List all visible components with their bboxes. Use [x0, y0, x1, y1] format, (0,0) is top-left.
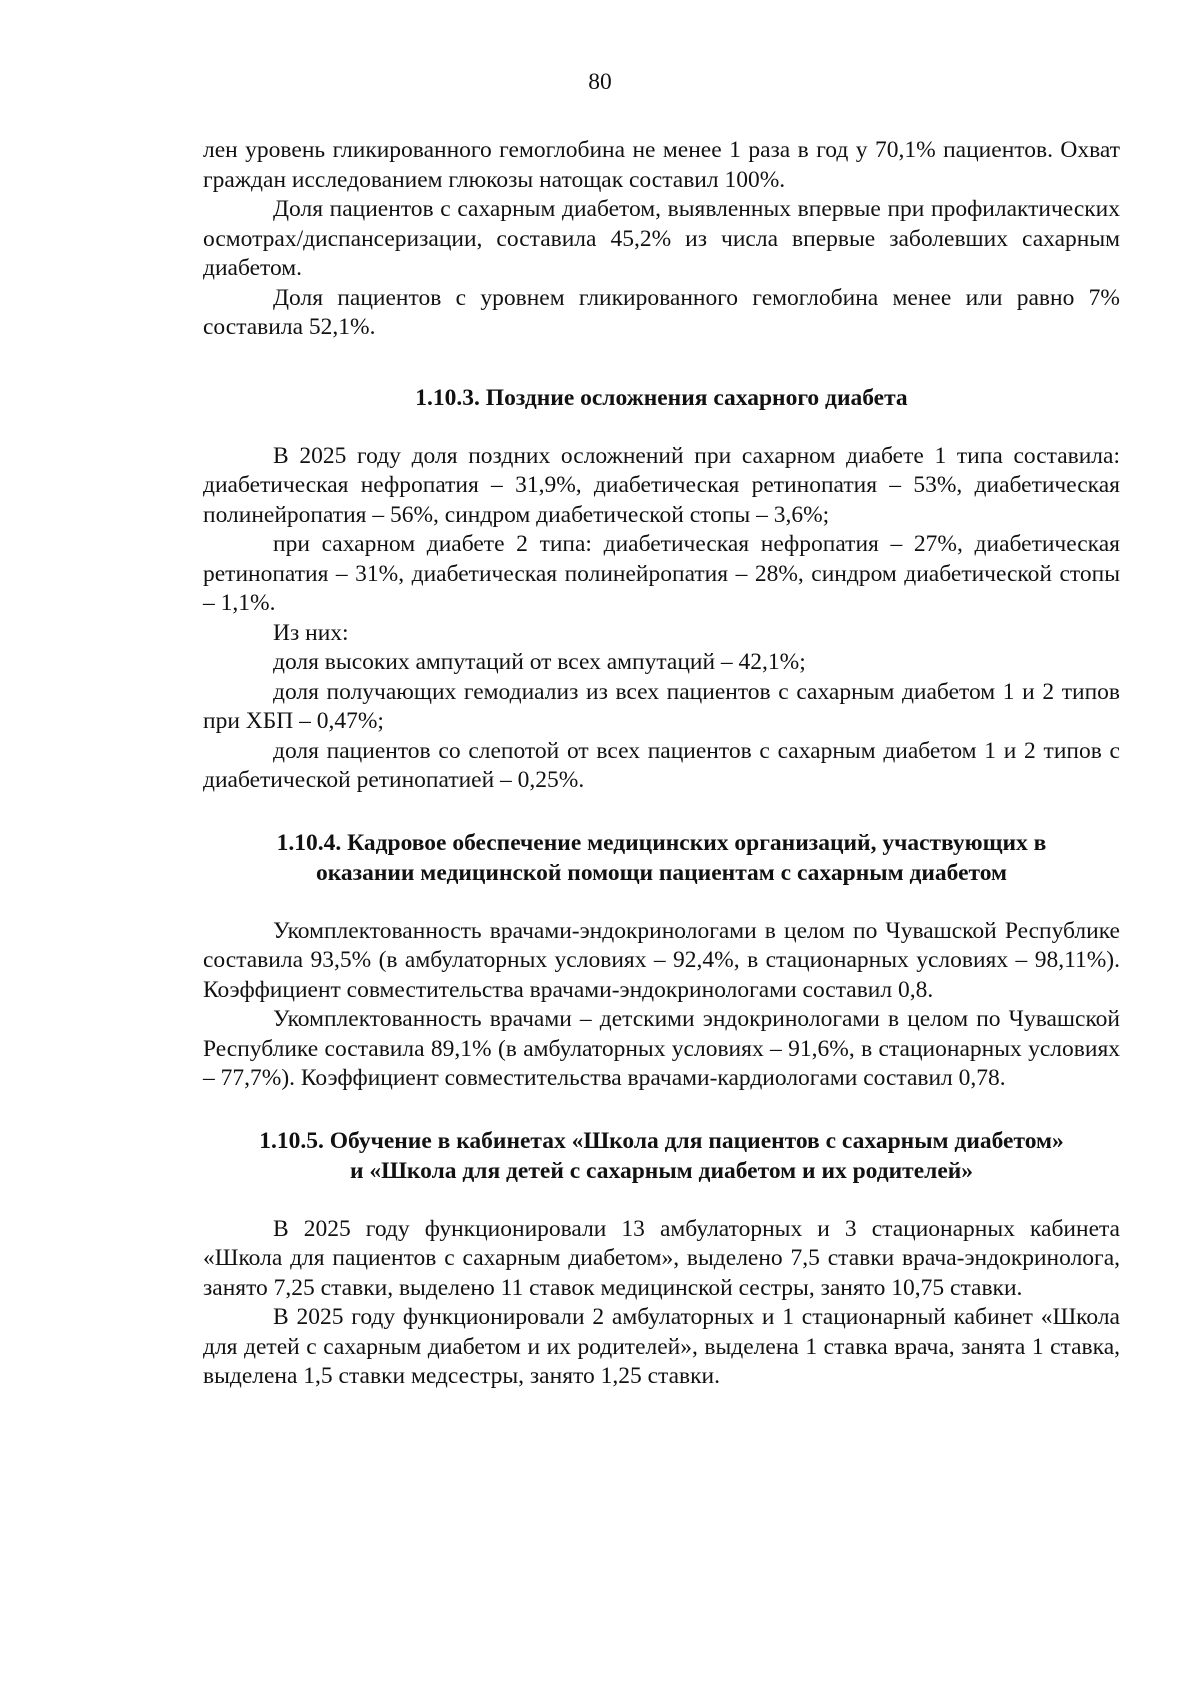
amputations-paragraph: доля высоких ампутаций от всех ампутаций – 42,1%;	[273, 649, 806, 675]
adult-school-paragraph: В 2025 году функционировали 13 амбулаторных и 3 стационарных кабинета «Школа для пациентов с сахарным диабетом», выделено 7,5 ставки врача-эндокринолога, занято 7,25 ставки, выделено 11 ставок медицинской сестры, занято 10,75 ставки.	[203, 1215, 1120, 1301]
page-content	[203, 136, 1120, 1392]
children-school-paragraph: В 2025 году функционировали 2 амбулаторных и 1 стационарный кабинет «Школа для детей с сахарным диабетом и их родителей», выделена 1 ставка врача, занята 1 ставка, выделена 1,5 ставки медсестры, занято 1,25 ставки.	[203, 1304, 1120, 1389]
pediatric-endocrinologists-staffing-paragraph: Укомплектованность врачами – детскими эндокринологами в целом по Чувашской Республике составила 89,1% (в амбулаторных условиях – 91,6%, в стационарных условиях – 77,7%). Коэффициент совместительства врачами-кардиологами составил 0,78.	[203, 1006, 1120, 1091]
section-heading-1-10-4	[203, 828, 1120, 888]
section-heading-1-10-4-line2: оказании медицинской помощи пациентам с сахарным диабетом	[315, 859, 1008, 886]
complications-type2-paragraph: при сахарном диабете 2 типа: диабетическая нефропатия – 27%, диабетическая ретинопатия – 31%, диабетическая полинейропатия – 28%, синдром диабетической стопы – 1,1%.	[203, 531, 1120, 616]
section-heading-1-10-4-line1: 1.10.4. Кадровое обеспечение медицинских организаций, участвующих в	[276, 829, 1047, 856]
section-heading-1-10-5	[203, 1126, 1120, 1186]
complications-type1-paragraph: В 2025 году доля поздних осложнений при сахарном диабете 1 типа составила: диабетическая нефропатия – 31,9%, диабетическая ретинопатия – 53%, диабетическая полинейропатия – 56%, синдром диабетической стопы – 3,6%;	[203, 442, 1120, 528]
intro-paragraph-3: Доля пациентов с уровнем гликированного гемоглобина менее или равно 7% составила 52,1%.	[203, 284, 1120, 340]
endocrinologists-staffing-paragraph: Укомплектованность врачами-эндокринологами в целом по Чувашской Республике составила 93,5% (в амбулаторных условиях – 92,4%, в стационарных условиях – 98,11%). Коэффициент совместительства врачами-эндокринологами составил 0,8.	[203, 917, 1120, 1003]
section-heading-1-10-5-line2: и «Школа для детей с сахарным диабетом и их родителей»	[349, 1157, 974, 1184]
section-heading-1-10-5-line1: 1.10.5. Обучение в кабинетах «Школа для пациентов с сахарным диабетом»	[259, 1127, 1064, 1154]
blindness-paragraph: доля пациентов со слепотой от всех пациентов с сахарным диабетом 1 и 2 типов с диабетической ретинопатией – 0,25%.	[203, 737, 1120, 793]
intro-paragraph-2: Доля пациентов с сахарным диабетом, выявленных впервые при профилактических осмотрах/диспансеризации, составила 45,2% из числа впервые заболевших сахарным диабетом.	[203, 196, 1120, 281]
section-heading-1-10-3: 1.10.3. Поздние осложнения сахарного диабета	[415, 384, 908, 411]
page-number: 80	[588, 69, 612, 95]
hemodialysis-paragraph: доля получающих гемодиализ из всех пациентов с сахарным диабетом 1 и 2 типов при ХБП – 0,47%;	[203, 678, 1120, 734]
intro-paragraph-1: лен уровень гликированного гемоглобина не менее 1 раза в год у 70,1% пациентов. Охват граждан исследованием глюкозы натощак составил 100%.	[203, 137, 1120, 193]
of-them-paragraph: Из них:	[273, 619, 349, 646]
